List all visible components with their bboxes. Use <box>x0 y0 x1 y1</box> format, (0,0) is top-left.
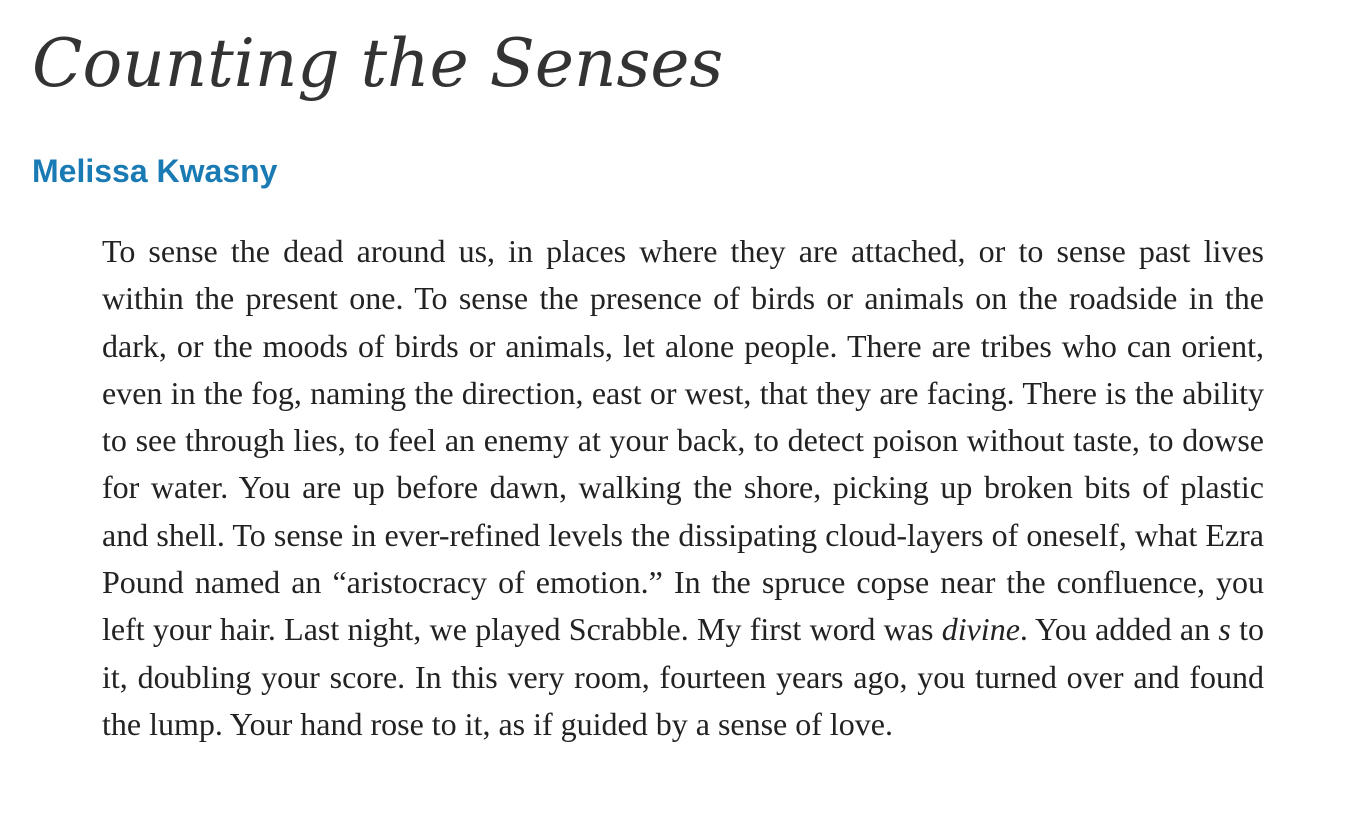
poem-title: Counting the Senses <box>32 25 724 102</box>
poem-body <box>102 228 1264 748</box>
poem-emphasis-s: s <box>1218 611 1231 648</box>
poem-text-part-3: to it, doubling your score. In this very room, fourteen years ago, you turned over and found the lump. Your hand rose to it, as if guided by a sense of love. <box>102 611 1265 742</box>
poem-text-part-2: . You added an <box>1019 611 1219 648</box>
poem-text-part-1: To sense the dead around us, in places where they are attached, or to sense past lives within the present one. To sense the presence of birds or animals on the roadside in the dark, or the moods of birds or animals, let alone people. There are tribes who can orient, even in the fog, naming the direction, east or west, that they are facing. There is the ability to see through lies, to feel an enemy at your back, to detect poison without taste, to dowse for water. You are up before dawn, walking the shore, picking up broken bits of plastic and shell. To sense in ever-refined levels the dissipating cloud-layers of oneself, what Ezra Pound named an “aristocracy of emotion.” In the spruce copse near the confluence, you left your hair. Last night, we played Scrabble. My first word was <box>102 233 1264 648</box>
poem-emphasis-divine: divine <box>941 611 1020 648</box>
author-link[interactable]: Melissa Kwasny <box>32 153 278 189</box>
